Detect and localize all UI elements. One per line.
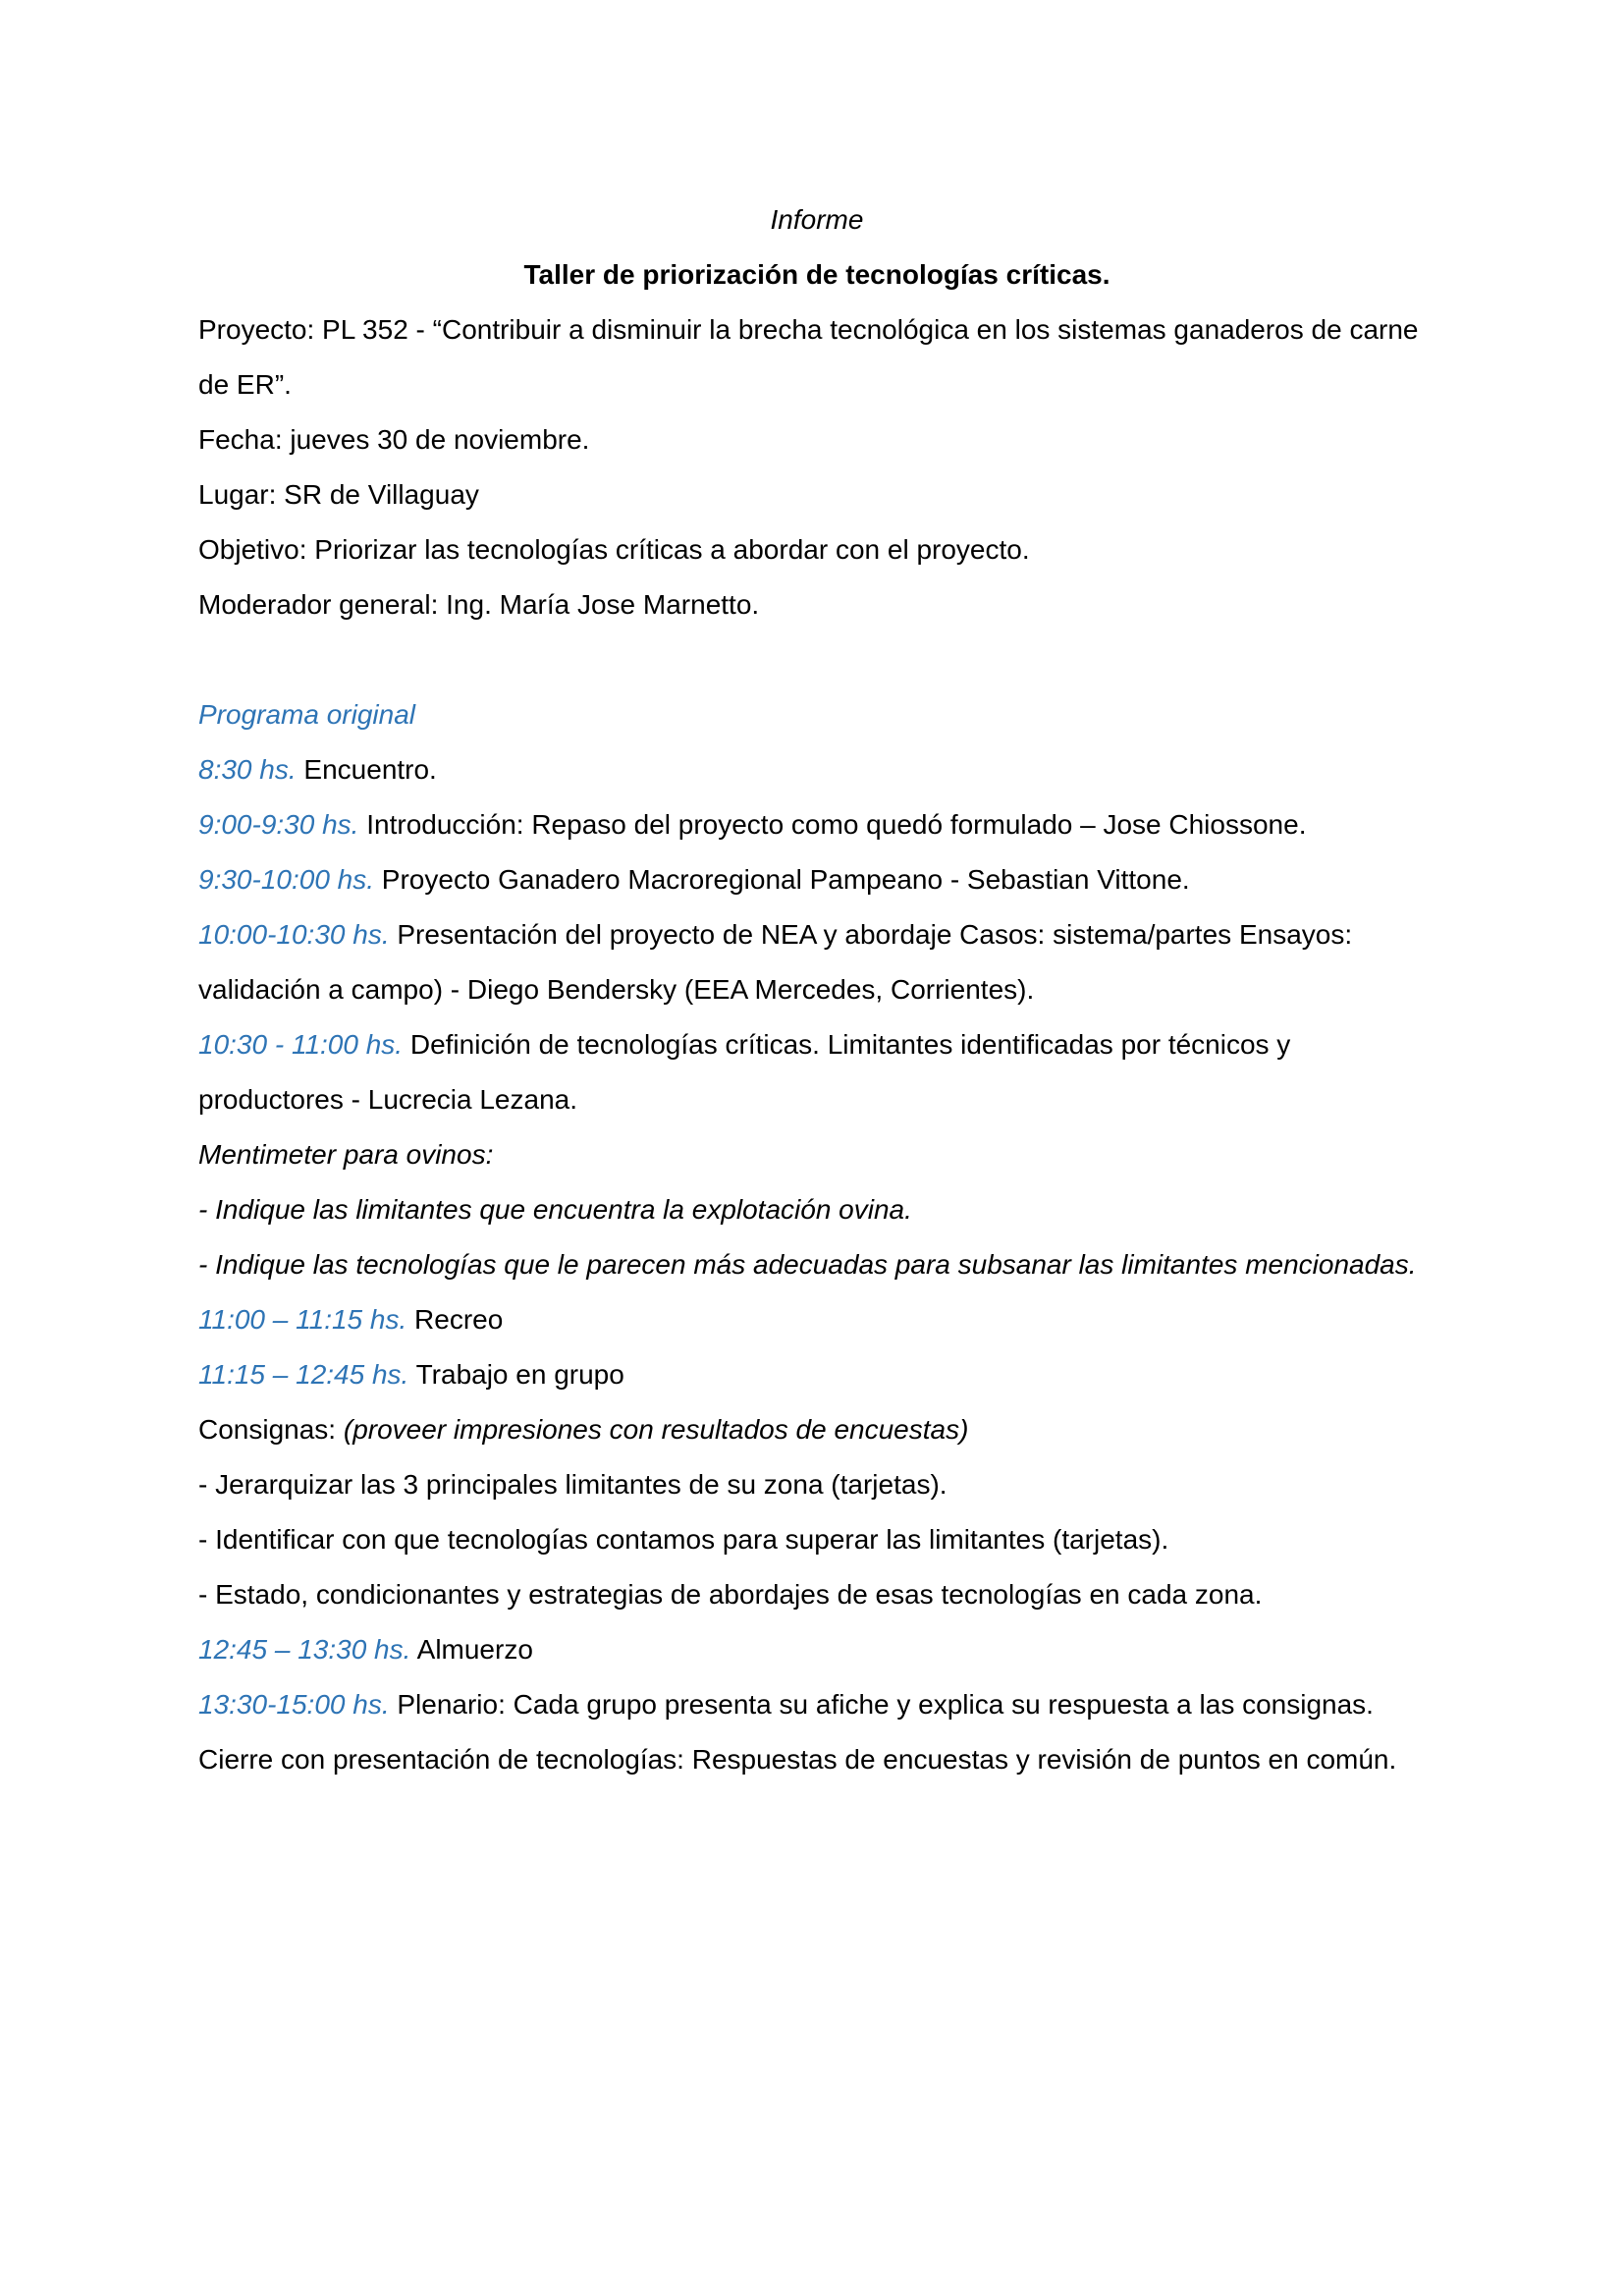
program-text: Presentación del proyecto de NEA y abordaje Casos: sistema/partes Ensayos: [389,919,1353,950]
moderador: Moderador general: Ing. María Jose Marnetto. [198,589,760,620]
program-text: Trabajo en grupo [408,1359,624,1390]
consigna-item: - Estado, condicionantes y estrategias de abordajes de esas tecnologías en cada zona. [198,1579,1263,1610]
program-item [198,852,1435,907]
program-item-recreo [198,1292,1435,1347]
cierre: Cierre con presentación de tecnologías: Respuestas de encuestas y revisión de puntos en común. [198,1744,1397,1775]
proyecto-line-1: Proyecto: PL 352 - “Contribuir a disminuir la brecha tecnológica en los sistemas ganaderos de carne [198,314,1419,345]
program-time: 11:00 – 11:15 hs. [198,1304,407,1335]
program-item-continuation: validación a campo) - Diego Bendersky (EEA Mercedes, Corrientes). [198,974,1035,1005]
mentimeter-question: - Indique las tecnologías que le parecen más adecuadas para subsanar las limitantes mencionadas. [198,1249,1417,1280]
program-item [198,797,1435,852]
consignas [198,1402,1435,1457]
program-item-plenario [198,1677,1435,1732]
program-item [198,907,1435,962]
consignas-note: (proveer impresiones con resultados de encuestas) [343,1414,969,1445]
consignas-label: Consignas: [198,1414,344,1445]
program-time: 9:30-10:00 hs. [198,864,375,895]
program-time: 10:30 - 11:00 hs. [198,1029,404,1060]
program-time: 13:30-15:00 hs. [198,1689,390,1720]
program-time: 8:30 hs. [198,754,297,785]
program-item [198,742,1435,797]
program-text: Plenario: Cada grupo presenta su afiche y explica su respuesta a las consignas. [389,1689,1374,1720]
proyecto-line-2: de ER”. [198,369,292,400]
program-item-continuation: productores - Lucrecia Lezana. [198,1084,577,1115]
program-item-almuerzo [198,1622,1435,1677]
program-text: Recreo [406,1304,504,1335]
fecha: Fecha: jueves 30 de noviembre. [198,424,590,455]
program-text: Definición de tecnologías críticas. Limitantes identificadas por técnicos y [403,1029,1291,1060]
program-text: Almuerzo [410,1634,533,1665]
consigna-item: - Jerarquizar las 3 principales limitantes de su zona (tarjetas). [198,1469,947,1500]
objetivo: Objetivo: Priorizar las tecnologías críticas a abordar con el proyecto. [198,534,1030,565]
program-text: Introducción: Repaso del proyecto como quedó formulado – Jose Chiossone. [358,809,1307,840]
mentimeter-question: - Indique las limitantes que encuentra la explotación ovina. [198,1194,912,1225]
program-time: 9:00-9:30 hs. [198,809,359,840]
program-time: 10:00-10:30 hs. [198,919,390,950]
program-text: Encuentro. [296,754,437,785]
spacer [198,632,1435,687]
program-time: 12:45 – 13:30 hs. [198,1634,411,1665]
program-heading: Programa original [198,699,415,730]
doc-type: Informe [770,204,864,235]
program-item-grupo [198,1347,1435,1402]
doc-title: Taller de priorización de tecnologías críticas. [523,259,1110,290]
document-page [198,192,1435,1787]
program-time: 11:15 – 12:45 hs. [198,1359,409,1390]
mentimeter-heading: Mentimeter para ovinos: [198,1139,494,1170]
consigna-item: - Identificar con que tecnologías contamos para superar las limitantes (tarjetas). [198,1524,1169,1555]
lugar: Lugar: SR de Villaguay [198,479,479,510]
program-item [198,1017,1435,1072]
program-text: Proyecto Ganadero Macroregional Pampeano - Sebastian Vittone. [374,864,1190,895]
